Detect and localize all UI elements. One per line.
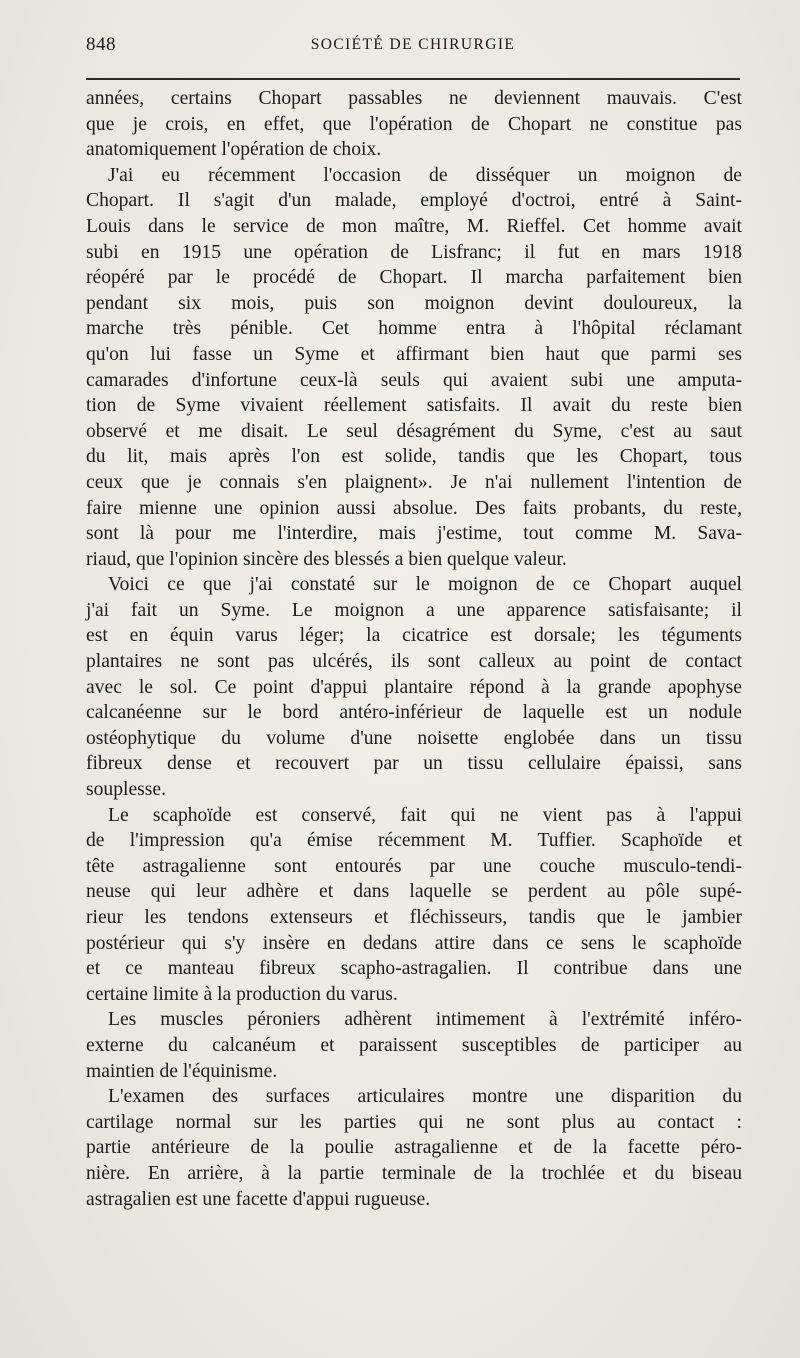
header-rule [86, 78, 740, 80]
text-line: astragalien est une facette d'appui rugueuse. [86, 1188, 431, 1210]
text-line: ceux que je connais s'en plaignent». Je n'ai nullement l'intention de [86, 471, 742, 493]
text-line: du lit, mais après l'on est solide, tandis que les Chopart, tous [86, 446, 742, 468]
text-line: rieur les tendons extenseurs et fléchisseurs, tandis que le jambier [86, 907, 742, 928]
text-line: qu'on lui fasse un Syme et affirmant bien haut que parmi ses [86, 343, 742, 365]
text-line: tête astragalienne sont entourés par une couche musculo-tendi- [86, 855, 742, 877]
text-line: tion de Syme vivaient réellement satisfaits. Il avait du reste bien [86, 395, 742, 417]
paragraph-6 [86, 1084, 742, 1212]
text-line: sont là pour me l'interdire, mais j'estime, tout comme M. Sava- [86, 523, 742, 545]
running-head: SOCIÉTÉ DE CHIRURGIE [310, 36, 516, 53]
text-line: ostéophytique du volume d'une noisette englobée dans un tissu [86, 727, 742, 749]
text-line: observé et me disait. Le seul désagrément du Syme, c'est au saut [86, 420, 742, 442]
text-line: maintien de l'équinisme. [86, 1060, 278, 1082]
text-line: riaud, que l'opinion sincère des blessés a bien quelque valeur. [86, 548, 567, 570]
text-line: années, certains Chopart passables ne deviennent mauvais. C'est [86, 88, 742, 109]
text-line: de l'impression qu'a émise récemment M. Tuffier. Scaphoïde et [86, 830, 742, 852]
text-line: Chopart. Il s'agit d'un malade, employé d'octroi, entré à Saint- [86, 190, 742, 212]
text-line: marche très pénible. Cet homme entra à l'hôpital réclamant [86, 318, 742, 340]
text-line: souplesse. [86, 779, 167, 801]
text-line: faire mienne une opinion aussi absolue. Des faits probants, du reste, [86, 497, 742, 519]
text-line: cartilage normal sur les parties qui ne sont plus au contact : [86, 1111, 742, 1133]
text-line: Voici ce que j'ai constaté sur le moignon de ce Chopart auquel [108, 574, 742, 596]
text-line: que je crois, en effet, que l'opération de Chopart ne constitue pas [86, 113, 742, 135]
paragraph-1 [86, 86, 742, 163]
text-line: Les muscles péroniers adhèrent intimement à l'extrémité inféro- [108, 1009, 742, 1031]
text-line: nière. En arrière, à la partie terminale de la trochlée et du biseau [86, 1162, 742, 1184]
text-line: Le scaphoïde est conservé, fait qui ne vient pas à l'appui [108, 804, 742, 826]
text-line: Louis dans le service de mon maître, M. Rieffel. Cet homme avait [86, 215, 742, 237]
text-line: et ce manteau fibreux scapho-astragalien. Il contribue dans une [86, 958, 742, 980]
paragraph-5 [86, 1007, 742, 1084]
text-line: anatomiquement l'opération de choix. [86, 139, 382, 161]
text-line: avec le sol. Ce point d'appui plantaire répond à la grande apophyse [86, 676, 742, 698]
text-line: réopéré par le procédé de Chopart. Il marcha parfaitement bien [86, 267, 742, 289]
text-line: camarades d'infortune ceux-là seuls qui avaient subi une amputa- [86, 369, 742, 391]
text-line: certaine limite à la production du varus. [86, 983, 398, 1005]
text-line: postérieur qui s'y insère en dedans attire dans ce sens le scaphoïde [86, 932, 742, 954]
body-text [86, 86, 742, 1212]
text-line: calcanéenne sur le bord antéro-inférieur de laquelle est un nodule [86, 702, 742, 724]
text-line: externe du calcanéum et paraissent susceptibles de participer au [86, 1034, 742, 1056]
page-number: 848 [86, 34, 116, 55]
text-line: plantaires ne sont pas ulcérés, ils sont calleux au point de contact [86, 651, 742, 673]
text-line: subi en 1915 une opération de Lisfranc; il fut en mars 1918 [86, 241, 742, 263]
text-line: pendant six mois, puis son moignon devint douloureux, la [86, 292, 742, 314]
paragraph-2 [86, 163, 742, 573]
text-line: neuse qui leur adhère et dans laquelle se perdent au pôle supé- [86, 881, 742, 903]
text-line: j'ai fait un Syme. Le moignon a une apparence satisfaisante; il [86, 599, 742, 621]
text-line: partie antérieure de la poulie astragalienne et de la facette péro- [86, 1137, 742, 1159]
paragraph-4 [86, 803, 742, 1008]
text-line: est en équin varus léger; la cicatrice est dorsale; les téguments [86, 625, 742, 647]
text-line: L'examen des surfaces articulaires montre une disparition du [108, 1086, 742, 1108]
page-header [86, 34, 740, 64]
text-line: J'ai eu récemment l'occasion de disséquer un moignon de [108, 164, 742, 186]
text-line: fibreux dense et recouvert par un tissu cellulaire épaissi, sans [86, 753, 742, 775]
paragraph-3 [86, 572, 742, 802]
